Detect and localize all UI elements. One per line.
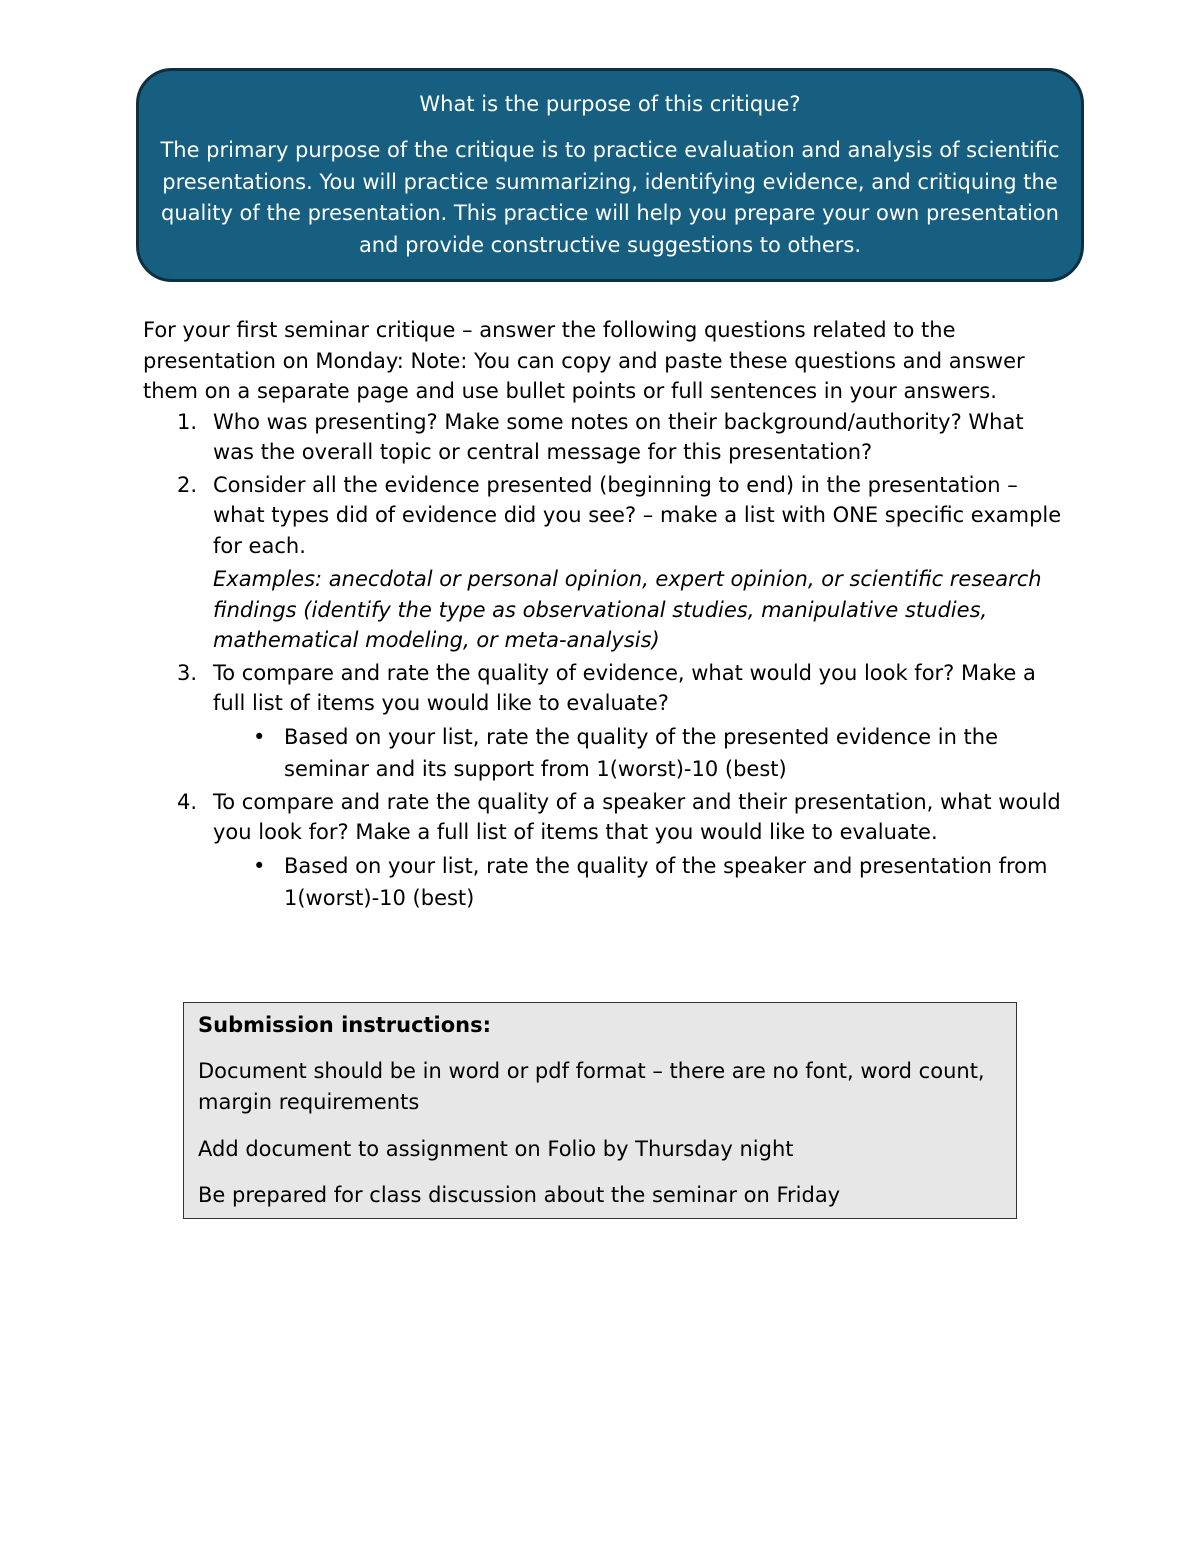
sub-bullet-list [213,721,1063,785]
submission-line-discussion: Be prepared for class discussion about the seminar on Friday [198,1183,841,1207]
submission-line-format: Document should be in word or pdf format – there are no font, word count, margin requirements [198,1058,985,1114]
sub-bullet-text: Based on your list, rate the quality of the speaker and presentation from 1(worst)-10 (best) [284,853,1048,910]
evidence-examples: Examples: anecdotal or personal opinion, expert opinion, or scientific research findings (identify the type as observational studies, manipulative studies, mathematical modeling, or meta-analysis) [213,567,1042,652]
sub-bullet-list [213,850,1063,914]
purpose-body: The primary purpose of the critique is to practice evaluation and analysis of scientific presentations. You will practice summarizing, identifying evidence, and critiquing the quality of the presentation. This practice will help you prepare your own presentation and provide constructive suggestions to others. [160,138,1060,257]
question-item-3 [143,658,1063,785]
sub-bullet-item [213,850,1063,914]
bullet-icon: • [253,724,266,749]
question-item-1 [143,407,1063,468]
question-number: 3. [177,660,198,685]
question-number: 2. [177,472,198,497]
question-text: To compare and rate the quality of a speaker and their presentation, what would you look for? Make a full list of items that you would like to evaluate. [213,789,1061,844]
sub-bullet-item [213,721,1063,785]
question-number: 4. [177,789,198,814]
critique-instructions [143,315,1063,914]
question-item-2 [143,470,1063,656]
submission-instructions-box [183,1002,1017,1219]
purpose-title: What is the purpose of this critique? [419,92,801,116]
question-text: To compare and rate the quality of evidence, what would you look for? Make a full list of items you would like to evaluate? [213,660,1036,715]
sub-bullet-text: Based on your list, rate the quality of the presented evidence in the seminar and its support from 1(worst)-10 (best) [284,724,999,781]
purpose-callout [136,68,1084,282]
question-number: 1. [177,409,198,434]
submission-line-deadline: Add document to assignment on Folio by Thursday night [198,1136,794,1161]
intro-paragraph: For your first seminar critique – answer the following questions related to the presentation on Monday: Note: You can copy and paste these questions and answer them on a separate page and use bullet points or full sentences in your answers. [143,318,1025,403]
question-text: Consider all the evidence presented (beginning to end) in the presentation – what types did of evidence did you see? – make a list with ONE specific example for each. [213,472,1062,558]
bullet-icon: • [253,853,266,878]
question-item-4 [143,787,1063,914]
question-text: Who was presenting? Make some notes on their background/authority? What was the overall topic or central message for this presentation? [213,409,1024,464]
submission-title: Submission instructions: [198,1013,492,1037]
question-list [143,407,1063,914]
